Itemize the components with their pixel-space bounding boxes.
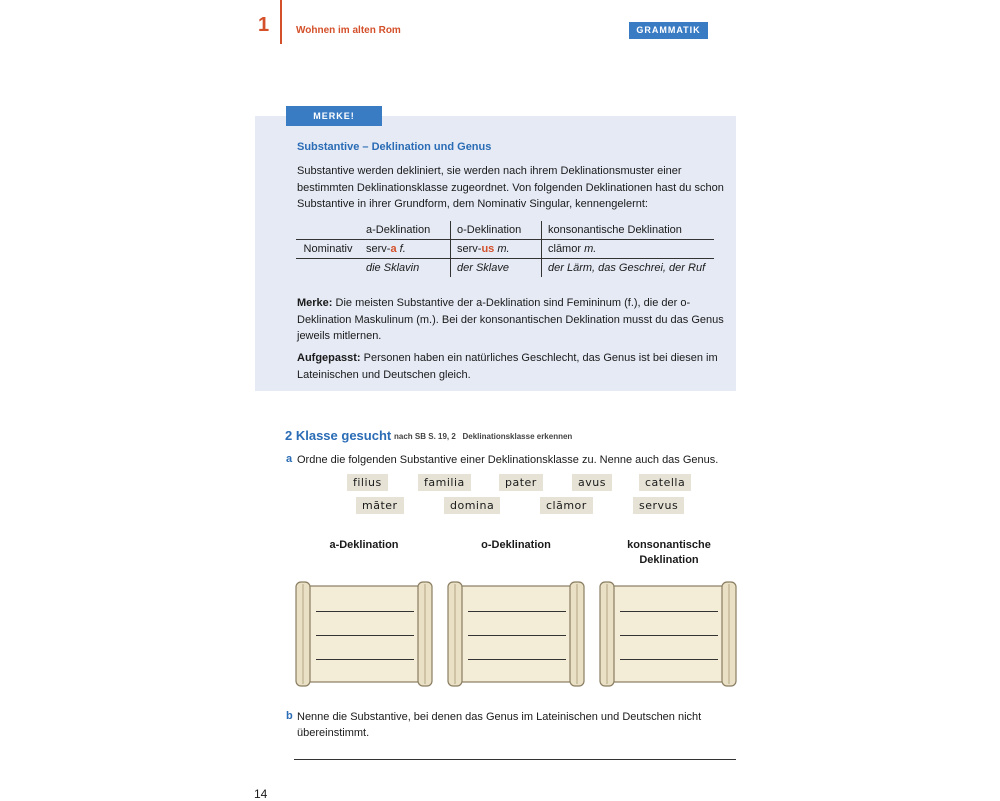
exercise-meta: nach SB S. 19, 2 Deklinationsklasse erkennen — [394, 432, 573, 441]
task-b-letter: b — [286, 710, 293, 722]
write-line[interactable] — [468, 611, 566, 612]
write-line[interactable] — [620, 611, 718, 612]
aufgepasst-note: Aufgepasst: Personen haben ein natürliches Geschlecht, das Genus ist bei diesen im Lateinischen und Deutschen gleich. — [297, 352, 718, 381]
word-chip: māter — [356, 497, 404, 514]
word-chip: pater — [499, 474, 543, 491]
exercise-title: 2 Klasse gesucht — [285, 428, 392, 443]
column-heading-k: konsonantische Deklination — [627, 539, 711, 566]
column-heading-o: o-Deklination — [481, 539, 551, 551]
write-line[interactable] — [468, 635, 566, 636]
scroll-icon — [598, 580, 738, 688]
translation-k: der Lärm, das Geschrei, der Ruf — [548, 262, 706, 274]
word-chip: servus — [633, 497, 684, 514]
column-heading-a: a-Deklination — [329, 539, 399, 551]
scroll-icon — [294, 580, 434, 688]
chapter-title: Wohnen im alten Rom — [296, 25, 401, 36]
merke-tab: MERKE! — [286, 106, 382, 126]
section-badge: GRAMMATIK — [629, 22, 708, 39]
write-line[interactable] — [468, 659, 566, 660]
write-line[interactable] — [316, 659, 414, 660]
header-a-declension: a-Deklination — [360, 221, 451, 240]
word-chip: filius — [347, 474, 388, 491]
write-line[interactable] — [316, 611, 414, 612]
header-consonant-declension: konsonantische Deklination — [548, 224, 682, 236]
page-number: 14 — [254, 787, 268, 801]
chapter-number: 1 — [258, 14, 270, 36]
word-chip: clāmor — [540, 497, 593, 514]
scroll-icon — [446, 580, 586, 688]
table-row-nominativ — [296, 240, 714, 259]
word-chip: domina — [444, 497, 500, 514]
header-o-declension: o-Deklination — [451, 221, 542, 240]
answer-line[interactable] — [294, 759, 736, 760]
write-line[interactable] — [620, 659, 718, 660]
scroll-a — [294, 580, 434, 688]
row-label: Nominativ — [296, 240, 360, 259]
declension-table — [296, 221, 714, 277]
merke-heading: Substantive – Deklination und Genus — [297, 141, 492, 153]
translation-o: der Sklave — [451, 259, 542, 278]
task-a-text: Ordne die folgenden Substantive einer Deklinationsklasse zu. Nenne auch das Genus. — [297, 454, 719, 466]
cell-o-form: serv-us m. — [451, 240, 542, 259]
task-a-letter: a — [286, 453, 293, 465]
task-b-text: Nenne die Substantive, bei denen das Genus im Lateinischen und Deutschen nicht übereinstimmt. — [297, 711, 702, 739]
scroll-k — [598, 580, 738, 688]
table-row-translation — [296, 259, 714, 278]
merke-note: Merke: Die meisten Substantive der a-Deklination sind Femininum (f.), die der o-Deklination Maskulinum (m.). Bei der konsonantischen Deklination musst du das Genus jeweils mitlernen. — [297, 297, 724, 342]
word-chip: avus — [572, 474, 612, 491]
scroll-o — [446, 580, 586, 688]
cell-a-form: serv-a f. — [360, 240, 451, 259]
word-chip: familia — [418, 474, 471, 491]
write-line[interactable] — [620, 635, 718, 636]
word-chip: catella — [639, 474, 691, 491]
write-line[interactable] — [316, 635, 414, 636]
cell-k-form: clāmor m. — [542, 240, 715, 259]
merke-intro: Substantive werden dekliniert, sie werden nach ihrem Deklinationsmuster einer bestimmten Deklinationsklasse zugeordnet. Von folgenden Deklinationen hast du schon Substantive in ihrer Grundform, dem Nominativ Singular, kennengelernt: — [297, 165, 724, 210]
chapter-divider — [280, 0, 282, 44]
table-header-row — [296, 221, 714, 240]
translation-a: die Sklavin — [360, 259, 451, 278]
